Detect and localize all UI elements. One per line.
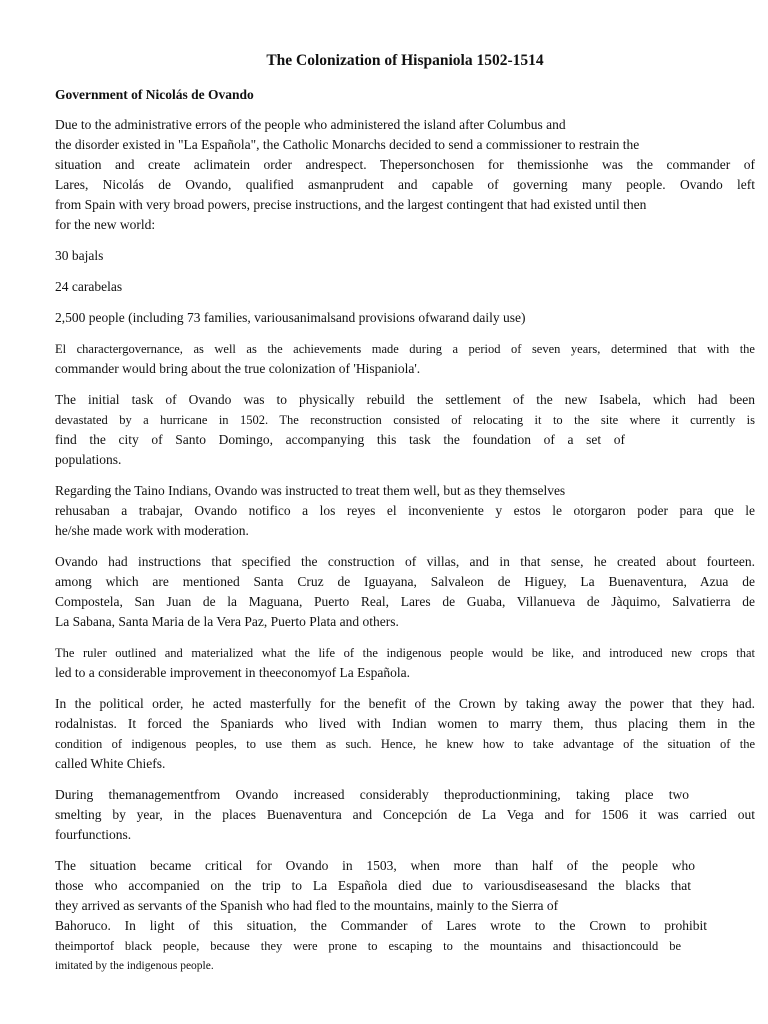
paragraph-line: those who accompanied on the trip to La Española died due to variousdiseasesand the blacks that [55, 878, 691, 893]
paragraph-line: smelting by year, in the places Buenaventura and Concepción de La Vega and for 1506 it was carried out [55, 807, 755, 822]
paragraph-governance [55, 339, 755, 379]
paragraph-line: populations. [55, 452, 122, 467]
paragraph-line: The initial task of Ovando was to physically rebuild the settlement of the new Isabela, which had been [55, 392, 755, 407]
paragraph-line: the disorder existed in "La Española", the Catholic Monarchs decided to send a commissioner to restrain the [55, 137, 640, 152]
paragraph-crisis-1503 [55, 856, 755, 976]
document-title: The Colonization of Hispaniola 1502-1514 [266, 52, 544, 69]
paragraph-line: rehusaban a trabajar, Ovando notifico a los reyes el inconveniente y estos le otorgaron poder para que le [55, 503, 755, 518]
paragraph-line: Bahoruco. In light of this situation, the Commander of Lares wrote to the Crown to prohibit [55, 918, 707, 933]
paragraph-line: Ovando had instructions that specified the construction of villas, and in that sense, he created about fourteen. [55, 554, 755, 569]
paragraph-line: La Sabana, Santa Maria de la Vera Paz, Puerto Plata and others. [55, 614, 399, 629]
paragraph-political-order [55, 694, 755, 774]
paragraph-line: for the new world: [55, 217, 156, 232]
fleet-item-people [55, 308, 755, 328]
paragraph-line: 2,500 people (including 73 families, variousanimalsand provisions ofwarand daily use) [55, 310, 526, 325]
paragraph-line: situation and create aclimatein order andrespect. Thepersonchosen for themissionhe was the commander of [55, 157, 755, 172]
paragraph-line: among which are mentioned Santa Cruz de Iguayana, Salvaleon de Higuey, La Buenaventura, Azua de [55, 574, 755, 589]
paragraph-line: he/she made work with moderation. [55, 523, 249, 538]
paragraph-line: theimportof black people, because they were prone to escaping to the mountains and thisactioncould be [55, 939, 681, 953]
paragraph-line: 30 bajals [55, 248, 104, 263]
paragraph-line: The situation became critical for Ovando in 1503, when more than half of the people who [55, 858, 695, 873]
paragraph-line: During themanagementfrom Ovando increased considerably theproductionmining, taking place two [55, 787, 689, 802]
paragraph-mining [55, 785, 755, 845]
paragraph-line: devastated by a hurricane in 1502. The reconstruction consisted of relocating it to the site where it currently is [55, 413, 755, 427]
paragraph-line: The ruler outlined and materialized what the life of the indigenous people would be like, and introduced new crops that [55, 646, 755, 660]
paragraph-line: from Spain with very broad powers, precise instructions, and the largest contingent that had existed until then [55, 197, 647, 212]
paragraph-line: Compostela, San Juan de la Maguana, Puerto Real, Lares de Guaba, Villanueva de Jàquimo, Salvatierra de [55, 594, 755, 609]
paragraph-intro [55, 115, 755, 235]
paragraph-line: Due to the administrative errors of the people who administered the island after Columbus and [55, 117, 566, 132]
paragraph-line: led to a considerable improvement in theeconomyof La Española. [55, 665, 411, 680]
paragraph-line: imitated by the indigenous people. [55, 960, 214, 972]
paragraph-line: fourfunctions. [55, 827, 132, 842]
paragraph-line: El charactergovernance, as well as the achievements made during a period of seven years, determined that with the [55, 342, 755, 356]
document-page [55, 50, 755, 987]
paragraph-line: 24 carabelas [55, 279, 123, 294]
fleet-item-bajals [55, 246, 755, 266]
paragraph-line: they arrived as servants of the Spanish who had fled to the mountains, mainly to the Sierra of [55, 898, 559, 913]
paragraph-taino [55, 481, 755, 541]
paragraph-line: In the political order, he acted masterfully for the benefit of the Crown by taking away the power that they had. [55, 696, 755, 711]
paragraph-ruler [55, 643, 755, 683]
paragraph-line: Lares, Nicolás de Ovando, qualified asmanprudent and capable of governing many people. Ovando left [55, 177, 755, 192]
paragraph-line: called White Chiefs. [55, 756, 166, 771]
fleet-item-carabelas [55, 277, 755, 297]
paragraph-line: condition of indigenous peoples, to use them as such. Hence, he knew how to take advantage of the situation of the [55, 737, 755, 751]
paragraph-initial-task [55, 390, 755, 470]
paragraph-line: rodalnistas. It forced the Spaniards who lived with Indian women to marry them, thus placing them in the [55, 716, 755, 731]
paragraph-line: find the city of Santo Domingo, accompanying this task the foundation of a set of [55, 432, 625, 447]
paragraph-line: Regarding the Taino Indians, Ovando was instructed to treat them well, but as they themselves [55, 483, 566, 498]
section-heading: Government of Nicolás de Ovando [55, 87, 254, 102]
paragraph-line: commander would bring about the true colonization of 'Hispaniola'. [55, 361, 421, 376]
paragraph-villas [55, 552, 755, 632]
